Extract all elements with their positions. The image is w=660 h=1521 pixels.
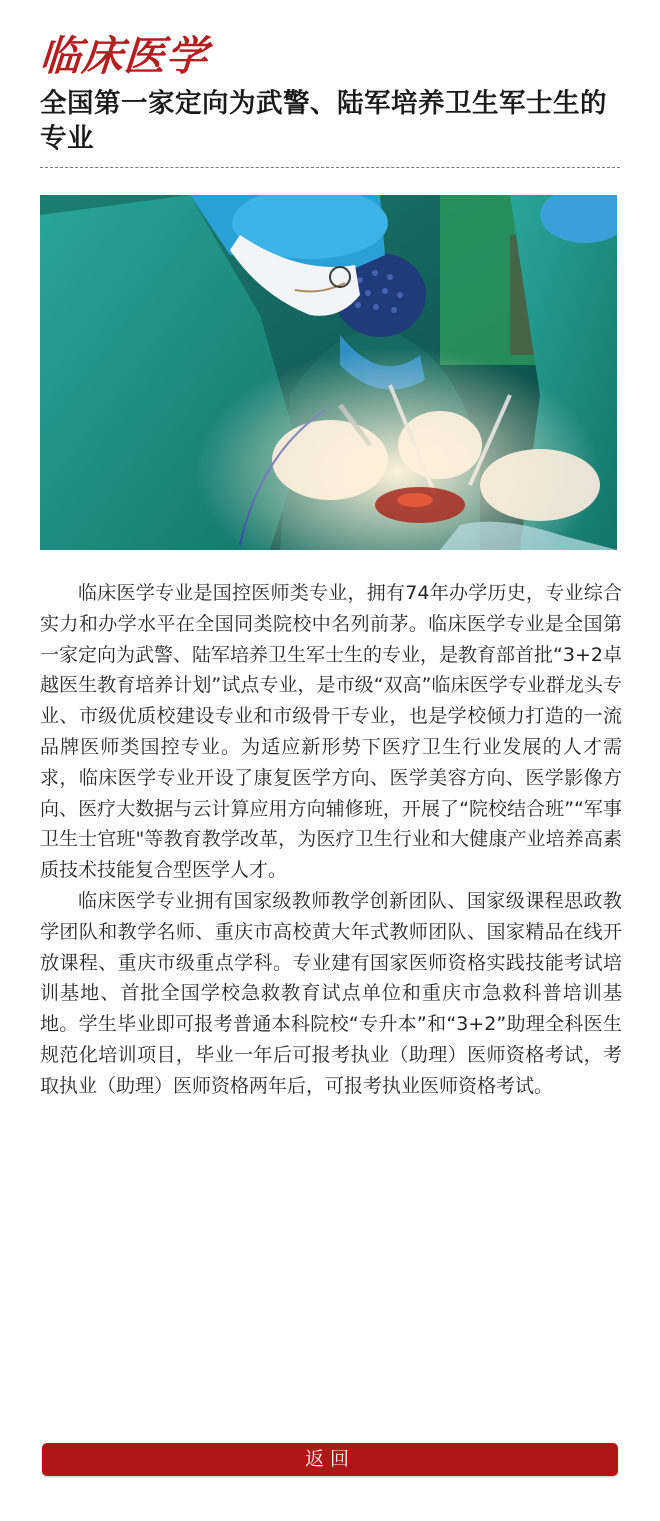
surgery-photo-illustration bbox=[40, 195, 617, 550]
article-paragraph-2: 临床医学专业拥有国家级教师教学创新团队、国家级课程思政教学团队和教学名师、重庆市高校黄大年式教师团队、国家精品在线开放课程、重庆市级重点学科。专业建有国家医师资格实践技能考试培训基地、首批全国学校急救教育试点单位和重庆市急救科普培训基地。学生毕业即可报考普通本科院校“专升本”和“3+2”助理全科医生规范化培训项目，毕业一年后可报考执业（助理）医师资格考试，考取执业（助理）医师资格两年后，可报考执业医师资格考试。 bbox=[40, 889, 622, 1097]
dashed-divider bbox=[40, 167, 620, 168]
page-subtitle: 全国第一家定向为武警、陆军培养卫生军士生的专业 bbox=[40, 88, 607, 154]
article-paragraph-1: 临床医学专业是国控医师类专业，拥有74年办学历史，专业综合实力和办学水平在全国同类院校中名列前茅。临床医学专业是全国第一家定向为武警、陆军培养卫生军士生的专业，是教育部首批“3+2卓越医生教育培养计划”试点专业，是市级“双高”临床医学专业群龙头专业、市级优质校建设专业和市级骨干专业，也是学校倾力打造的一流品牌医师类国控专业。为适应新形势下医疗卫生行业发展的人才需求，临床医学专业开设了康复医学方向、医学美容方向、医学影像方向、医疗大数据与云计算应用方向辅修班，开展了“院校结合班”“军事卫生士官班"等教育教学改革，为医疗卫生行业和大健康产业培养高素质技术技能复合型医学人才。 bbox=[40, 582, 622, 882]
surgery-photo bbox=[40, 195, 617, 550]
back-button[interactable]: 返回 bbox=[42, 1443, 618, 1476]
page-title: 临床医学 bbox=[38, 32, 210, 80]
article-body bbox=[40, 578, 622, 1102]
